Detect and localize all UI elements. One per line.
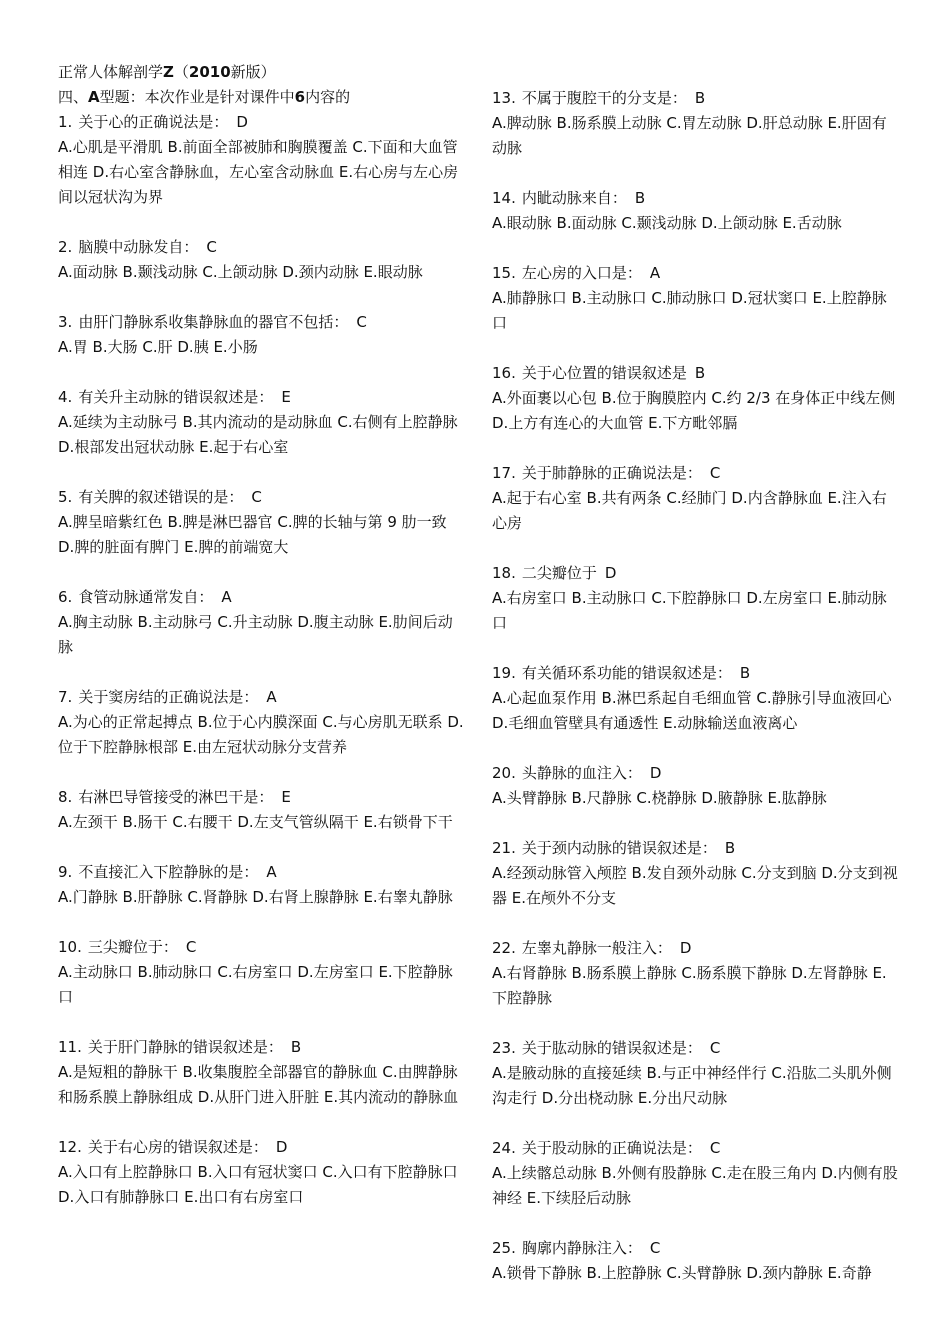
question-number: 10. [58,938,82,956]
question-number: 25. [492,1239,516,1257]
question-text: 左心房的入口是： [521,264,642,282]
question-item [492,186,900,236]
question-number: 19. [492,664,516,682]
question-item [492,936,900,1011]
question-stem [58,385,466,410]
question-stem [492,661,900,686]
question-text: 胸廓内静脉注入： [521,1239,642,1257]
question-stem [492,461,900,486]
question-options: A.心肌是平滑肌 B.前面全部被肺和胸膜覆盖 C.下面和大血管相连 D.右心室含静脉血，左心室含动脉血 E.右心房与左心房间以冠状沟为界 [58,138,459,206]
question-text: 有关循环系功能的错误叙述是： [521,664,732,682]
question-item [492,86,900,161]
question-options: A.脾呈暗紫红色 B.脾是淋巴器官 C.脾的长轴与第 9 肋一致 D.脾的脏面有脾门 E.脾的前端宽大 [58,513,447,556]
question-options: A.是腋动脉的直接延续 B.与正中神经伴行 C.沿肱二头肌外侧沟走行 D.分出桡动脉 E.分出尺动脉 [492,1064,892,1107]
question-text: 关于肺静脉的正确说法是： [521,464,702,482]
question-text: 二尖瓣位于 [521,564,597,582]
question-number: 16. [492,364,516,382]
question-number: 13. [492,89,516,107]
question-text: 有关脾的叙述错误的是： [78,488,244,506]
question-number: 18. [492,564,516,582]
question-options: A.胃 B.大肠 C.肝 D.胰 E.小肠 [58,338,258,356]
question-item [58,310,466,360]
question-options: A.延续为主动脉弓 B.其内流动的是动脉血 C.右侧有上腔静脉 D.根部发出冠状动脉 E.起于右心室 [58,413,458,456]
question-options: A.主动脉口 B.肺动脉口 C.右房室口 D.左房室口 E.下腔静脉口 [58,963,453,1006]
question-options: A.右房室口 B.主动脉口 C.下腔静脉口 D.左房室口 E.肺动脉口 [492,589,887,632]
right-column [492,86,900,1286]
question-stem [58,310,466,335]
question-answer: B [694,364,706,382]
question-number: 2. [58,238,73,256]
question-stem [492,1236,900,1261]
question-text: 脑膜中动脉发自： [78,238,199,256]
question-options: A.起于右心室 B.共有两条 C.经肺门 D.内含静脉血 E.注入右心房 [492,489,887,532]
title-z: Z [163,63,174,81]
question-stem [58,1135,466,1160]
question-stem [492,186,900,211]
question-answer: C [356,313,367,331]
question-text: 由肝门静脉系收集静脉血的器官不包括： [78,313,349,331]
question-stem [58,860,466,885]
question-options: A.头臂静脉 B.尺静脉 C.桡静脉 D.腋静脉 E.肱静脉 [492,789,827,807]
question-text: 三尖瓣位于： [87,938,178,956]
section-heading [58,85,466,110]
question-stem [492,261,900,286]
question-text: 左睾丸静脉一般注入： [521,939,672,957]
question-options: A.上续髂总动脉 B.外侧有股静脉 C.走在股三角内 D.内侧有股神经 E.下续胫后动脉 [492,1164,898,1207]
question-stem [492,1036,900,1061]
question-answer: C [206,238,217,256]
question-number: 5. [58,488,73,506]
question-item [58,1135,466,1210]
question-item [492,1236,900,1286]
question-options: A.门静脉 B.肝静脉 C.肾静脉 D.右肾上腺静脉 E.右睾丸静脉 [58,888,453,906]
question-options: A.是短粗的静脉干 B.收集腹腔全部器官的静脉血 C.由脾静脉和肠系膜上静脉组成 D.从肝门进入肝脏 E.其内流动的静脉血 [58,1063,459,1106]
section-prefix: 四、 [58,88,89,106]
question-stem [58,685,466,710]
question-stem [58,585,466,610]
question-number: 20. [492,764,516,782]
question-text: 有关升主动脉的错误叙述是： [78,388,274,406]
question-stem [492,936,900,961]
question-item [58,685,466,760]
question-stem [492,361,900,386]
question-number: 15. [492,264,516,282]
question-options: A.心起血泵作用 B.淋巴系起自毛细血管 C.静脉引导血液回心 D.毛细血管壁具有通透性 E.动脉输送血液离心 [492,689,892,732]
question-item [492,661,900,736]
title-suffix: 新版） [230,63,276,81]
question-number: 12. [58,1138,82,1156]
question-text: 内眦动脉来自： [521,189,627,207]
question-item [58,235,466,285]
question-number: 24. [492,1139,516,1157]
question-answer: E [281,788,291,806]
question-answer: A [221,588,232,606]
question-item [492,261,900,336]
question-options: A.为心的正常起搏点 B.位于心内膜深面 C.与心房肌无联系 D.位于下腔静脉根部 E.由左冠状动脉分支营养 [58,713,464,756]
question-number: 22. [492,939,516,957]
question-options: A.入口有上腔静脉口 B.入口有冠状窦口 C.入口有下腔静脉口 D.入口有肺静脉口 E.出口有右房室口 [58,1163,458,1206]
question-answer: D [679,939,692,957]
section-chapter: 6 [294,88,306,106]
question-number: 6. [58,588,73,606]
question-item [58,110,466,210]
question-stem [492,761,900,786]
question-text: 头静脉的血注入： [521,764,642,782]
question-item [58,785,466,835]
question-list-right [492,86,900,1286]
question-item [492,761,900,811]
question-stem [58,785,466,810]
question-number: 3. [58,313,73,331]
question-number: 7. [58,688,73,706]
question-options: A.眼动脉 B.面动脉 C.颞浅动脉 D.上颌动脉 E.舌动脉 [492,214,842,232]
question-answer: E [281,388,291,406]
question-number: 14. [492,189,516,207]
question-item [58,585,466,660]
title-year: 2010 [188,63,231,81]
question-item [492,1136,900,1211]
title-text: 正常人体解剖学 [58,63,164,81]
question-item [492,1036,900,1111]
question-answer: A [266,863,277,881]
question-list-left [58,110,466,1210]
question-text: 右淋巴导管接受的淋巴干是： [78,788,274,806]
question-text: 关于肱动脉的错误叙述是： [521,1039,702,1057]
question-text: 不属于腹腔干的分支是： [521,89,687,107]
question-text: 关于心的正确说法是： [78,113,229,131]
question-number: 23. [492,1039,516,1057]
question-answer: D [236,113,248,131]
question-text: 关于窦房结的正确说法是： [78,688,259,706]
question-item [492,561,900,636]
question-answer: D [604,564,617,582]
question-item [58,1035,466,1110]
question-answer: B [634,189,646,207]
question-options: A.胸主动脉 B.主动脉弓 C.升主动脉 D.腹主动脉 E.肋间后动脉 [58,613,453,656]
question-text: 关于右心房的错误叙述是： [87,1138,268,1156]
title-paren: （ [173,63,189,81]
question-options: A.外面裹以心包 B.位于胸膜腔内 C.约 2/3 在身体正中线左侧 D.上方有连心的大血管 E.下方毗邻膈 [492,389,896,432]
question-answer: C [709,464,721,482]
question-number: 17. [492,464,516,482]
question-stem [492,1136,900,1161]
question-answer: B [724,839,736,857]
question-answer: C [185,938,197,956]
question-answer: A [266,688,277,706]
question-number: 8. [58,788,73,806]
question-options: A.脾动脉 B.肠系膜上动脉 C.胃左动脉 D.肝总动脉 E.肝固有动脉 [492,114,887,157]
document-title [58,60,466,85]
question-answer: C [709,1039,721,1057]
section-text: 型题：本次作业是针对课件中 [99,88,295,106]
question-answer: B [739,664,751,682]
left-column [58,60,466,1210]
question-number: 11. [58,1038,82,1056]
question-answer: C [709,1139,721,1157]
question-number: 1. [58,113,73,131]
question-options: A.面动脉 B.颞浅动脉 C.上颌动脉 D.颈内动脉 E.眼动脉 [58,263,423,281]
question-number: 21. [492,839,516,857]
question-stem [58,1035,466,1060]
question-text: 不直接汇入下腔静脉的是： [78,863,259,881]
question-item [492,836,900,911]
question-item [58,485,466,560]
question-options: A.左颈干 B.肠干 C.右腰干 D.左支气管纵隔干 E.右锁骨下干 [58,813,453,831]
question-answer: D [275,1138,288,1156]
question-stem [492,86,900,111]
question-options: A.锁骨下静脉 B.上腔静脉 C.头臂静脉 D.颈内静脉 E.奇静 [492,1264,872,1282]
question-text: 关于肝门静脉的错误叙述是： [87,1038,283,1056]
question-item [492,461,900,536]
section-type: A [88,88,100,106]
question-text: 食管动脉通常发自： [78,588,214,606]
question-stem [492,836,900,861]
question-answer: C [251,488,262,506]
question-options: A.右肾静脉 B.肠系膜上静脉 C.肠系膜下静脉 D.左肾静脉 E.下腔静脉 [492,964,887,1007]
question-item [492,361,900,436]
question-text: 关于颈内动脉的错误叙述是： [521,839,717,857]
question-number: 9. [58,863,73,881]
question-answer: A [649,264,661,282]
question-stem [58,235,466,260]
question-item [58,385,466,460]
question-answer: B [694,89,706,107]
question-options: A.肺静脉口 B.主动脉口 C.肺动脉口 D.冠状窦口 E.上腔静脉口 [492,289,887,332]
section-suffix: 内容的 [305,88,351,106]
question-stem [58,485,466,510]
question-number: 4. [58,388,73,406]
question-item [58,935,466,1010]
question-stem [492,561,900,586]
question-text: 关于股动脉的正确说法是： [521,1139,702,1157]
question-stem [58,110,466,135]
question-text: 关于心位置的错误叙述是 [521,364,687,382]
question-item [58,860,466,910]
question-answer: D [649,764,662,782]
question-answer: B [290,1038,302,1056]
question-options: A.经颈动脉管入颅腔 B.发自颈外动脉 C.分支到脑 D.分支到视器 E.在颅外不分支 [492,864,898,907]
question-answer: C [649,1239,661,1257]
question-stem [58,935,466,960]
